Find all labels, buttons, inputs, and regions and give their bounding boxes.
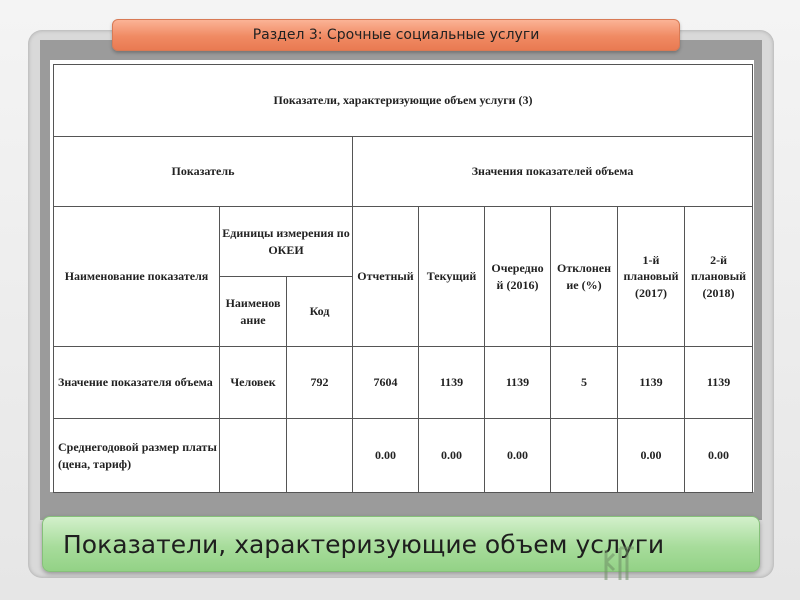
row-reported: 7604	[353, 347, 419, 419]
watermark-logo-icon	[600, 540, 640, 584]
row-unit-code	[287, 419, 353, 493]
row-name: Значение показателя объема	[54, 347, 220, 419]
row-name: Среднегодовой размер платы (цена, тариф)	[54, 419, 220, 493]
row-next: 1139	[485, 347, 551, 419]
row-plan1: 0.00	[618, 419, 685, 493]
table-row	[54, 347, 753, 419]
header-plan2: 2-й плановый (2018)	[685, 207, 753, 347]
row-current: 0.00	[419, 419, 485, 493]
header-indicator-name: Наименование показателя	[54, 207, 220, 347]
row-next: 0.00	[485, 419, 551, 493]
table-title: Показатели, характеризующие объем услуги (3)	[54, 65, 753, 137]
header-values-group: Значения показателей объема	[353, 137, 753, 207]
header-indicator-group: Показатель	[54, 137, 353, 207]
slide-caption: Показатели, характеризующие объем услуги	[42, 516, 760, 572]
header-unit-code: Код	[287, 277, 353, 347]
indicators-table	[53, 64, 753, 493]
row-unit-name	[220, 419, 287, 493]
header-current: Текущий	[419, 207, 485, 347]
row-deviation	[551, 419, 618, 493]
row-reported: 0.00	[353, 419, 419, 493]
row-unit-name: Человек	[220, 347, 287, 419]
row-plan2: 0.00	[685, 419, 753, 493]
row-plan1: 1139	[618, 347, 685, 419]
row-deviation: 5	[551, 347, 618, 419]
header-deviation: Отклонен ие (%)	[551, 207, 618, 347]
header-reported: Отчетный	[353, 207, 419, 347]
header-next: Очередно й (2016)	[485, 207, 551, 347]
table-row	[54, 419, 753, 493]
row-current: 1139	[419, 347, 485, 419]
header-plan1: 1-й плановый (2017)	[618, 207, 685, 347]
row-unit-code: 792	[287, 347, 353, 419]
header-unit-name: Наименов ание	[220, 277, 287, 347]
row-plan2: 1139	[685, 347, 753, 419]
section-banner: Раздел 3: Срочные социальные услуги	[112, 19, 680, 51]
header-units: Единицы измерения по ОКЕИ	[220, 207, 353, 277]
